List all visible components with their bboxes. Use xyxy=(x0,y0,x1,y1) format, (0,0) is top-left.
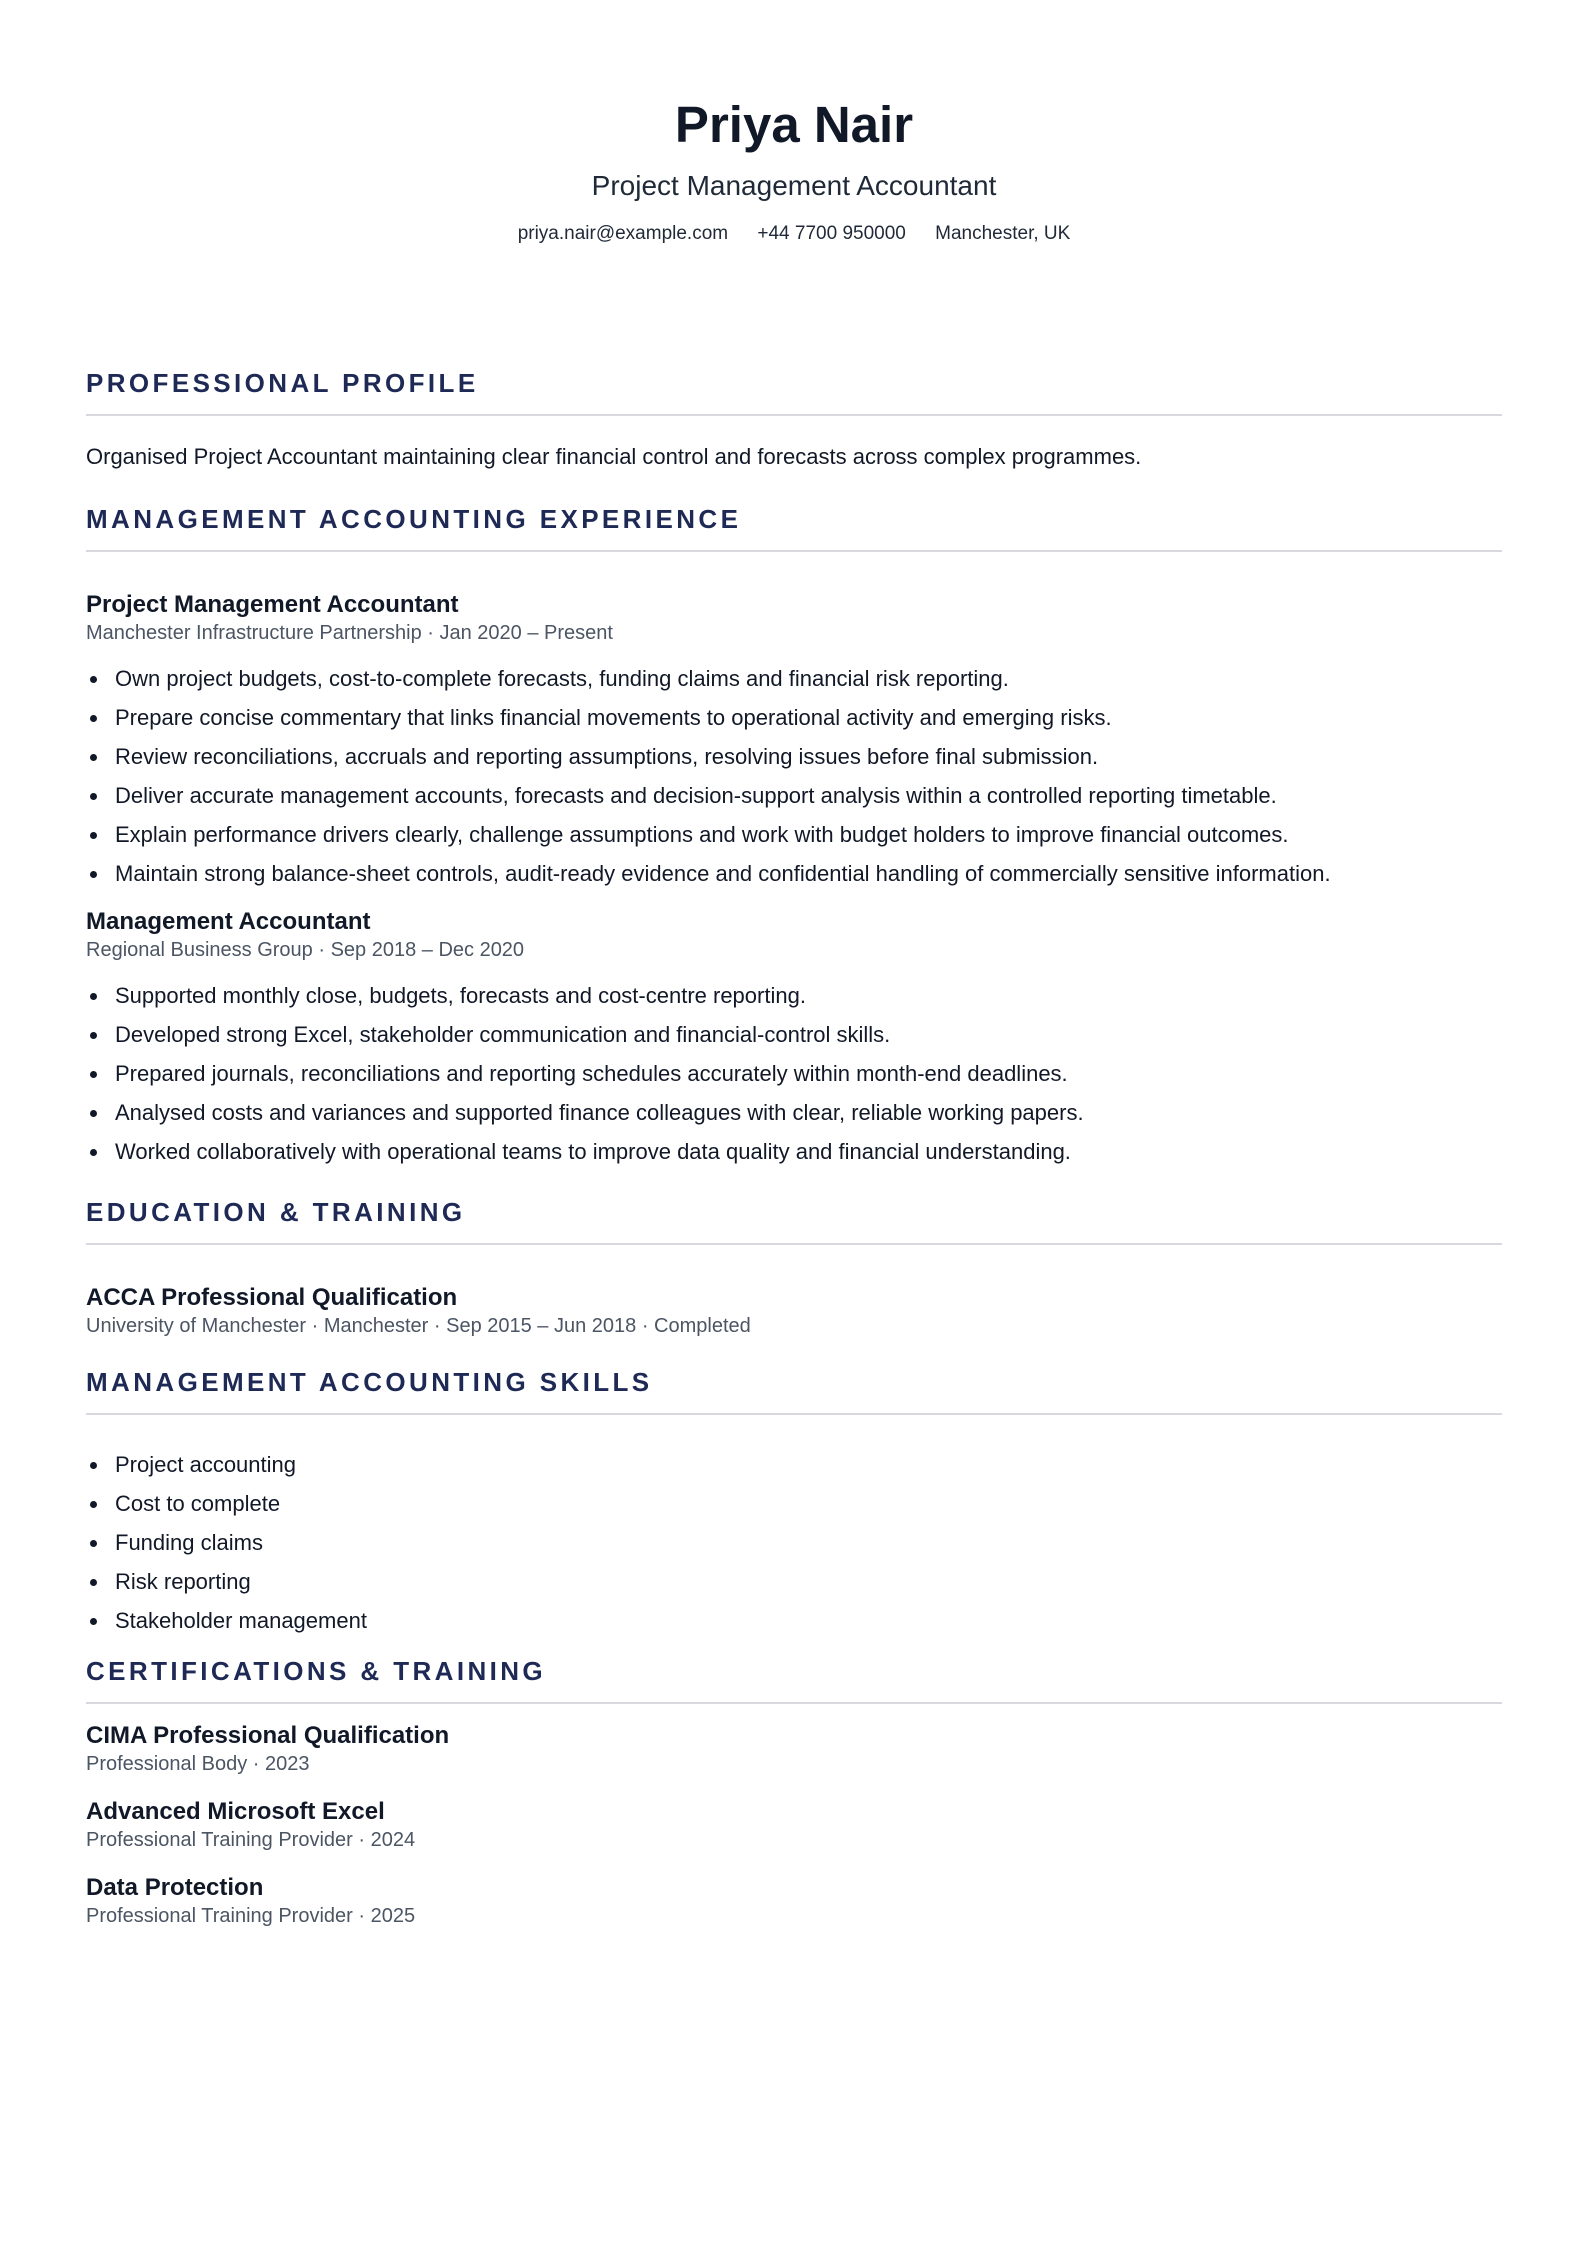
experience-section xyxy=(86,502,1502,1171)
certification-title: Advanced Microsoft Excel xyxy=(86,1798,385,1825)
bullet-item: Prepared journals, reconciliations and reporting schedules accurately within month-end deadlines. xyxy=(86,1054,1502,1093)
skill-item: Stakeholder management xyxy=(86,1601,1502,1640)
contact-phone: +44 7700 950000 xyxy=(757,223,906,244)
skill-item: Funding claims xyxy=(86,1523,1502,1562)
job-meta: Manchester Infrastructure Partnership · Jan 2020 – Present xyxy=(86,622,613,644)
certification-meta: Professional Training Provider · 2024 xyxy=(86,1829,416,1851)
job-bullets xyxy=(86,976,1502,1171)
section-divider xyxy=(86,414,1502,416)
bullet-item: Review reconciliations, accruals and reporting assumptions, resolving issues before final submission. xyxy=(86,737,1502,776)
bullet-item: Supported monthly close, budgets, forecasts and cost-centre reporting. xyxy=(86,976,1502,1015)
profile-text: Organised Project Accountant maintaining clear financial control and forecasts across complex programmes. xyxy=(86,444,1142,469)
certifications-section xyxy=(86,1654,1502,1929)
bullet-item: Worked collaboratively with operational teams to improve data quality and financial understanding. xyxy=(86,1132,1502,1171)
section-divider xyxy=(86,1702,1502,1704)
certification-title: CIMA Professional Qualification xyxy=(86,1722,450,1749)
bullet-item: Deliver accurate management accounts, forecasts and decision-support analysis within a controlled reporting timetable. xyxy=(86,776,1502,815)
job-entry xyxy=(86,590,1502,893)
contact-line xyxy=(86,222,1502,246)
bullet-item: Maintain strong balance-sheet controls, audit-ready evidence and confidential handling of commercially sensitive information. xyxy=(86,854,1502,893)
section-divider xyxy=(86,1243,1502,1245)
bullet-item: Analysed costs and variances and supported finance colleagues with clear, reliable working papers. xyxy=(86,1093,1502,1132)
section-divider xyxy=(86,550,1502,552)
section-heading-education: EDUCATION & TRAINING xyxy=(86,1197,466,1227)
section-heading-experience: MANAGEMENT ACCOUNTING EXPERIENCE xyxy=(86,504,742,534)
certification-meta: Professional Body · 2023 xyxy=(86,1753,310,1775)
resume-header xyxy=(86,0,1502,246)
contact-email: priya.nair@example.com xyxy=(517,223,729,244)
job-entry xyxy=(86,907,1502,1171)
education-entry xyxy=(86,1283,1502,1339)
education-title: ACCA Professional Qualification xyxy=(86,1284,458,1311)
certification-entry xyxy=(86,1873,1502,1929)
certification-title: Data Protection xyxy=(86,1874,264,1901)
job-meta: Regional Business Group · Sep 2018 – Dec 2020 xyxy=(86,939,525,961)
section-divider xyxy=(86,1413,1502,1415)
education-section xyxy=(86,1195,1502,1339)
job-bullets xyxy=(86,659,1502,893)
candidate-name: Priya Nair xyxy=(674,96,914,153)
bullet-item: Explain performance drivers clearly, challenge assumptions and work with budget holders to improve financial outcomes. xyxy=(86,815,1502,854)
certification-entry xyxy=(86,1721,1502,1777)
bullet-item: Own project budgets, cost-to-complete forecasts, funding claims and financial risk reporting. xyxy=(86,659,1502,698)
job-title: Project Management Accountant xyxy=(86,591,459,618)
bullet-item: Prepare concise commentary that links financial movements to operational activity and emerging risks. xyxy=(86,698,1502,737)
skills-section xyxy=(86,1365,1502,1640)
bullet-item: Developed strong Excel, stakeholder communication and financial-control skills. xyxy=(86,1015,1502,1054)
certification-meta: Professional Training Provider · 2025 xyxy=(86,1905,416,1927)
skills-list xyxy=(86,1445,1502,1640)
section-heading-profile: PROFESSIONAL PROFILE xyxy=(86,368,479,398)
job-title: Management Accountant xyxy=(86,908,371,935)
candidate-title: Project Management Accountant xyxy=(591,170,997,201)
skill-item: Cost to complete xyxy=(86,1484,1502,1523)
skill-item: Risk reporting xyxy=(86,1562,1502,1601)
contact-location: Manchester, UK xyxy=(935,223,1071,244)
section-heading-certifications: CERTIFICATIONS & TRAINING xyxy=(86,1656,547,1686)
certification-entry xyxy=(86,1797,1502,1853)
education-meta: University of Manchester · Manchester · Sep 2015 – Jun 2018 · Completed xyxy=(86,1315,751,1337)
skill-item: Project accounting xyxy=(86,1445,1502,1484)
profile-section xyxy=(86,366,1502,472)
section-heading-skills: MANAGEMENT ACCOUNTING SKILLS xyxy=(86,1367,653,1397)
